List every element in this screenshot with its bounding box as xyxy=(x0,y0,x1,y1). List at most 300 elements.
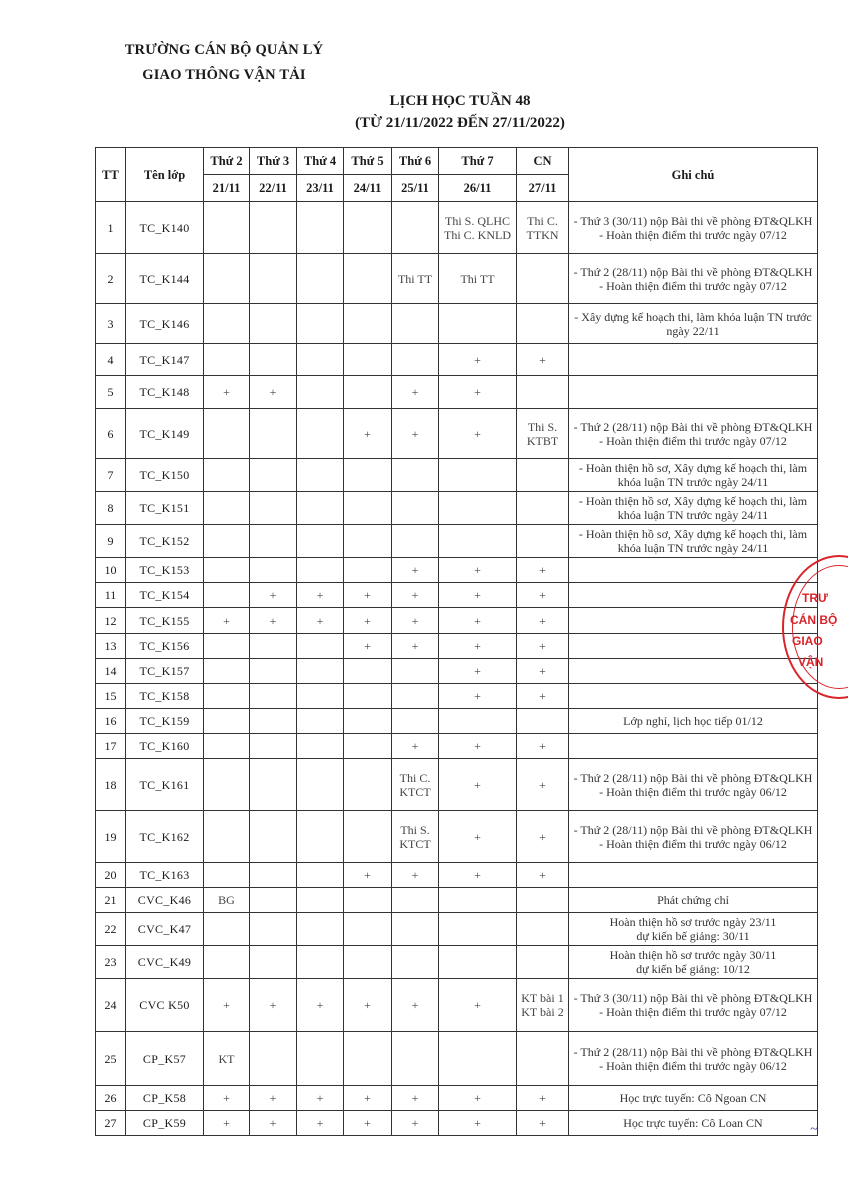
class-name: TC_K153 xyxy=(126,558,204,583)
header-tt: TT xyxy=(96,148,126,202)
class-name: TC_K149 xyxy=(126,409,204,459)
schedule-cell xyxy=(297,558,344,583)
table-row xyxy=(96,759,818,811)
class-name: TC_K163 xyxy=(126,863,204,888)
schedule-cell xyxy=(517,946,569,979)
header-notes: Ghi chú xyxy=(569,148,818,202)
schedule-cell: + xyxy=(517,863,569,888)
note-cell: - Xây dựng kế hoạch thi, làm khóa luận TN trước ngày 22/11 xyxy=(569,304,818,344)
schedule-cell xyxy=(250,659,297,684)
schedule-cell: + xyxy=(250,979,297,1032)
row-number: 2 xyxy=(96,254,126,304)
schedule-cell xyxy=(204,202,250,254)
schedule-cell xyxy=(344,376,392,409)
schedule-cell xyxy=(344,946,392,979)
schedule-cell xyxy=(204,863,250,888)
schedule-cell: KT xyxy=(204,1032,250,1086)
schedule-cell: + xyxy=(250,1086,297,1111)
schedule-cell: + xyxy=(517,1086,569,1111)
table-row xyxy=(96,558,818,583)
class-name: TC_K158 xyxy=(126,684,204,709)
class-name: TC_K151 xyxy=(126,492,204,525)
table-row xyxy=(96,254,818,304)
schedule-cell xyxy=(392,709,439,734)
schedule-cell xyxy=(204,344,250,376)
note-cell xyxy=(569,684,818,709)
schedule-cell xyxy=(344,492,392,525)
stamp-ring xyxy=(792,565,848,689)
schedule-cell xyxy=(392,344,439,376)
note-cell: Học trực tuyến: Cô Loan CN xyxy=(569,1111,818,1136)
schedule-cell xyxy=(297,254,344,304)
schedule-cell xyxy=(344,254,392,304)
schedule-cell xyxy=(439,304,517,344)
row-number: 18 xyxy=(96,759,126,811)
schedule-cell: + xyxy=(392,608,439,634)
row-number: 13 xyxy=(96,634,126,659)
stamp-text: TRƯ xyxy=(802,591,828,605)
schedule-cell xyxy=(517,459,569,492)
schedule-cell: + xyxy=(517,634,569,659)
note-cell: - Hoàn thiện hồ sơ, Xây dựng kế hoạch thi, làm khóa luận TN trước ngày 24/11 xyxy=(569,525,818,558)
schedule-cell: + xyxy=(517,759,569,811)
schedule-cell: + xyxy=(439,734,517,759)
table-row xyxy=(96,863,818,888)
schedule-cell xyxy=(439,492,517,525)
note-cell: Lớp nghỉ, lịch học tiếp 01/12 xyxy=(569,709,818,734)
schedule-cell xyxy=(297,202,344,254)
table-row xyxy=(96,583,818,608)
note-cell: - Thứ 2 (28/11) nộp Bài thi về phòng ĐT&QLKH - Hoàn thiện điểm thi trước ngày 06/12 xyxy=(569,759,818,811)
schedule-body xyxy=(96,202,818,1136)
schedule-cell: Thi C. KTCT xyxy=(392,759,439,811)
schedule-cell xyxy=(344,525,392,558)
schedule-cell xyxy=(250,913,297,946)
schedule-cell: + xyxy=(344,583,392,608)
schedule-cell: + xyxy=(204,1086,250,1111)
schedule-cell xyxy=(250,709,297,734)
schedule-cell xyxy=(250,304,297,344)
schedule-cell xyxy=(297,409,344,459)
schedule-cell: + xyxy=(439,634,517,659)
schedule-cell xyxy=(517,304,569,344)
schedule-cell xyxy=(204,659,250,684)
schedule-cell xyxy=(392,1032,439,1086)
schedule-cell xyxy=(250,459,297,492)
schedule-cell: + xyxy=(250,1111,297,1136)
header-date: 25/11 xyxy=(392,175,439,202)
schedule-cell xyxy=(439,525,517,558)
class-name: TC_K156 xyxy=(126,634,204,659)
schedule-cell: + xyxy=(344,979,392,1032)
schedule-cell xyxy=(392,946,439,979)
class-name: CVC_K47 xyxy=(126,913,204,946)
header-day: Thứ 3 xyxy=(250,148,297,175)
row-number: 15 xyxy=(96,684,126,709)
row-number: 7 xyxy=(96,459,126,492)
schedule-cell: + xyxy=(344,409,392,459)
class-name: TC_K160 xyxy=(126,734,204,759)
stamp-text: GIAO xyxy=(792,634,823,648)
schedule-cell: + xyxy=(439,344,517,376)
schedule-cell: + xyxy=(392,376,439,409)
row-number: 3 xyxy=(96,304,126,344)
schedule-cell xyxy=(250,811,297,863)
schedule-cell xyxy=(297,1032,344,1086)
schedule-cell xyxy=(344,811,392,863)
class-name: TC_K147 xyxy=(126,344,204,376)
schedule-cell xyxy=(517,913,569,946)
schedule-cell xyxy=(204,525,250,558)
table-row xyxy=(96,409,818,459)
schedule-cell xyxy=(297,684,344,709)
title-line-1: LỊCH HỌC TUẦN 48 xyxy=(389,93,531,109)
schedule-table xyxy=(95,147,818,1136)
table-row xyxy=(96,1086,818,1111)
note-cell: - Thứ 2 (28/11) nộp Bài thi về phòng ĐT&QLKH - Hoàn thiện điểm thi trước ngày 06/12 xyxy=(569,811,818,863)
row-number: 22 xyxy=(96,913,126,946)
table-row xyxy=(96,304,818,344)
schedule-cell xyxy=(517,1032,569,1086)
stamp-text: CÁN BỘ xyxy=(790,613,838,627)
schedule-cell: + xyxy=(517,558,569,583)
note-cell: - Thứ 3 (30/11) nộp Bài thi về phòng ĐT&QLKH - Hoàn thiện điểm thi trước ngày 07/12 xyxy=(569,202,818,254)
schedule-cell: Thi C. TTKN xyxy=(517,202,569,254)
schedule-cell xyxy=(439,709,517,734)
class-name: TC_K140 xyxy=(126,202,204,254)
table-row xyxy=(96,608,818,634)
note-cell: - Thứ 2 (28/11) nộp Bài thi về phòng ĐT&QLKH - Hoàn thiện điểm thi trước ngày 07/12 xyxy=(569,254,818,304)
class-name: TC_K162 xyxy=(126,811,204,863)
schedule-cell: + xyxy=(392,979,439,1032)
table-row xyxy=(96,492,818,525)
schedule-cell: + xyxy=(392,1086,439,1111)
schedule-cell: + xyxy=(439,558,517,583)
table-row xyxy=(96,659,818,684)
schedule-cell xyxy=(344,684,392,709)
header-date: 22/11 xyxy=(250,175,297,202)
class-name: TC_K146 xyxy=(126,304,204,344)
schedule-cell: + xyxy=(439,1086,517,1111)
class-name: TC_K144 xyxy=(126,254,204,304)
schedule-cell: + xyxy=(439,759,517,811)
class-name: TC_K157 xyxy=(126,659,204,684)
header-class-name: Tên lớp xyxy=(126,148,204,202)
schedule-cell xyxy=(392,492,439,525)
header-date: 23/11 xyxy=(297,175,344,202)
schedule-cell xyxy=(297,946,344,979)
schedule-cell xyxy=(392,913,439,946)
schedule-cell: + xyxy=(344,608,392,634)
row-number: 17 xyxy=(96,734,126,759)
schedule-cell xyxy=(250,946,297,979)
row-number: 16 xyxy=(96,709,126,734)
schedule-cell xyxy=(344,558,392,583)
row-number: 1 xyxy=(96,202,126,254)
schedule-cell xyxy=(297,634,344,659)
class-name: TC_K148 xyxy=(126,376,204,409)
signature-mark: ~ xyxy=(810,1122,818,1137)
table-row xyxy=(96,888,818,913)
schedule-cell: + xyxy=(439,376,517,409)
schedule-cell: Thi S. KTBT xyxy=(517,409,569,459)
schedule-cell: + xyxy=(439,863,517,888)
schedule-cell: + xyxy=(439,1111,517,1136)
org-line-1: TRƯỜNG CÁN BỘ QUẢN LÝ xyxy=(124,42,324,58)
class-name: TC_K155 xyxy=(126,608,204,634)
schedule-cell: Thi TT xyxy=(392,254,439,304)
table-row xyxy=(96,1111,818,1136)
table-row xyxy=(96,344,818,376)
class-name: TC_K161 xyxy=(126,759,204,811)
schedule-cell xyxy=(204,459,250,492)
schedule-cell: + xyxy=(517,1111,569,1136)
schedule-cell: + xyxy=(392,409,439,459)
schedule-cell: + xyxy=(439,684,517,709)
schedule-cell xyxy=(344,888,392,913)
header-day: Thứ 2 xyxy=(204,148,250,175)
schedule-cell xyxy=(392,888,439,913)
schedule-cell xyxy=(517,254,569,304)
note-cell: - Hoàn thiện hồ sơ, Xây dựng kế hoạch thi, làm khóa luận TN trước ngày 24/11 xyxy=(569,459,818,492)
schedule-cell xyxy=(297,759,344,811)
schedule-cell xyxy=(392,459,439,492)
schedule-cell xyxy=(204,254,250,304)
schedule-cell: + xyxy=(517,659,569,684)
schedule-cell: + xyxy=(250,583,297,608)
schedule-cell: + xyxy=(250,376,297,409)
schedule-cell xyxy=(297,888,344,913)
schedule-cell xyxy=(204,492,250,525)
schedule-cell xyxy=(250,254,297,304)
schedule-cell xyxy=(250,492,297,525)
schedule-cell: + xyxy=(517,608,569,634)
header-day: CN xyxy=(517,148,569,175)
schedule-cell xyxy=(250,684,297,709)
table-row xyxy=(96,811,818,863)
table-row xyxy=(96,634,818,659)
row-number: 24 xyxy=(96,979,126,1032)
schedule-cell xyxy=(204,709,250,734)
schedule-cell xyxy=(517,376,569,409)
schedule-cell: + xyxy=(392,1111,439,1136)
schedule-cell: Thi TT xyxy=(439,254,517,304)
schedule-cell: + xyxy=(297,583,344,608)
row-number: 12 xyxy=(96,608,126,634)
row-number: 8 xyxy=(96,492,126,525)
schedule-cell xyxy=(250,202,297,254)
note-cell xyxy=(569,659,818,684)
table-row xyxy=(96,459,818,492)
schedule-cell xyxy=(297,304,344,344)
class-name: CP_K59 xyxy=(126,1111,204,1136)
class-name: TC_K150 xyxy=(126,459,204,492)
schedule-cell: + xyxy=(439,583,517,608)
schedule-cell xyxy=(517,709,569,734)
header-day: Thứ 4 xyxy=(297,148,344,175)
schedule-cell xyxy=(297,525,344,558)
table-row xyxy=(96,734,818,759)
organization-name xyxy=(96,38,352,88)
schedule-cell xyxy=(250,759,297,811)
class-name: CP_K57 xyxy=(126,1032,204,1086)
schedule-cell xyxy=(392,684,439,709)
schedule-cell xyxy=(392,202,439,254)
schedule-cell xyxy=(439,888,517,913)
schedule-cell xyxy=(250,863,297,888)
class-name: CVC_K49 xyxy=(126,946,204,979)
schedule-cell xyxy=(250,409,297,459)
row-number: 9 xyxy=(96,525,126,558)
row-number: 5 xyxy=(96,376,126,409)
row-number: 11 xyxy=(96,583,126,608)
schedule-cell xyxy=(297,459,344,492)
schedule-cell: + xyxy=(344,863,392,888)
class-name: TC_K159 xyxy=(126,709,204,734)
schedule-cell xyxy=(297,376,344,409)
schedule-cell xyxy=(344,734,392,759)
schedule-cell xyxy=(250,1032,297,1086)
table-row xyxy=(96,946,818,979)
schedule-cell xyxy=(344,344,392,376)
schedule-cell: + xyxy=(297,608,344,634)
schedule-cell xyxy=(297,659,344,684)
schedule-cell xyxy=(392,525,439,558)
row-number: 26 xyxy=(96,1086,126,1111)
schedule-cell xyxy=(250,634,297,659)
note-cell: Hoàn thiện hồ sơ trước ngày 23/11 dự kiến bế giảng: 30/11 xyxy=(569,913,818,946)
schedule-cell: + xyxy=(392,863,439,888)
table-row xyxy=(96,913,818,946)
schedule-cell xyxy=(250,888,297,913)
header-date: 24/11 xyxy=(344,175,392,202)
schedule-cell: + xyxy=(392,734,439,759)
schedule-cell xyxy=(344,304,392,344)
schedule-cell: + xyxy=(439,659,517,684)
schedule-cell xyxy=(204,946,250,979)
schedule-cell xyxy=(204,409,250,459)
schedule-cell xyxy=(250,525,297,558)
row-number: 20 xyxy=(96,863,126,888)
schedule-cell: + xyxy=(439,409,517,459)
row-number: 10 xyxy=(96,558,126,583)
row-number: 4 xyxy=(96,344,126,376)
schedule-cell: + xyxy=(392,558,439,583)
row-number: 27 xyxy=(96,1111,126,1136)
schedule-cell xyxy=(344,1032,392,1086)
schedule-cell xyxy=(439,459,517,492)
schedule-cell xyxy=(297,913,344,946)
row-number: 6 xyxy=(96,409,126,459)
row-number: 14 xyxy=(96,659,126,684)
schedule-cell xyxy=(439,913,517,946)
schedule-cell: Thi S. KTCT xyxy=(392,811,439,863)
schedule-cell xyxy=(250,734,297,759)
schedule-cell xyxy=(204,913,250,946)
schedule-cell xyxy=(344,202,392,254)
schedule-cell xyxy=(250,344,297,376)
schedule-cell xyxy=(297,709,344,734)
schedule-cell xyxy=(297,734,344,759)
schedule-cell xyxy=(204,759,250,811)
schedule-cell: + xyxy=(204,1111,250,1136)
table-row xyxy=(96,376,818,409)
schedule-cell xyxy=(517,525,569,558)
note-cell xyxy=(569,863,818,888)
note-cell xyxy=(569,376,818,409)
org-line-2: GIAO THÔNG VẬN TẢI xyxy=(142,67,306,83)
schedule-cell xyxy=(204,558,250,583)
row-number: 23 xyxy=(96,946,126,979)
schedule-cell xyxy=(297,344,344,376)
note-cell: - Thứ 2 (28/11) nộp Bài thi về phòng ĐT&QLKH - Hoàn thiện điểm thi trước ngày 07/12 xyxy=(569,409,818,459)
schedule-cell: + xyxy=(204,608,250,634)
schedule-cell xyxy=(517,492,569,525)
schedule-cell: + xyxy=(517,344,569,376)
note-cell xyxy=(569,344,818,376)
schedule-cell: + xyxy=(204,376,250,409)
schedule-cell xyxy=(344,913,392,946)
row-number: 19 xyxy=(96,811,126,863)
class-name: CVC_K46 xyxy=(126,888,204,913)
note-cell: - Thứ 2 (28/11) nộp Bài thi về phòng ĐT&QLKH - Hoàn thiện điểm thi trước ngày 06/12 xyxy=(569,1032,818,1086)
schedule-cell xyxy=(204,811,250,863)
table-row xyxy=(96,709,818,734)
schedule-cell xyxy=(297,492,344,525)
schedule-cell: + xyxy=(517,811,569,863)
schedule-cell: + xyxy=(344,634,392,659)
class-name: TC_K152 xyxy=(126,525,204,558)
schedule-cell: + xyxy=(297,1111,344,1136)
schedule-cell: + xyxy=(250,608,297,634)
schedule-cell xyxy=(204,684,250,709)
note-cell xyxy=(569,634,818,659)
schedule-cell: + xyxy=(439,608,517,634)
schedule-cell: BG xyxy=(204,888,250,913)
class-name: TC_K154 xyxy=(126,583,204,608)
class-name: CP_K58 xyxy=(126,1086,204,1111)
note-cell: - Hoàn thiện hồ sơ, Xây dựng kế hoạch thi, làm khóa luận TN trước ngày 24/11 xyxy=(569,492,818,525)
table-row xyxy=(96,1032,818,1086)
schedule-cell xyxy=(204,734,250,759)
row-number: 21 xyxy=(96,888,126,913)
schedule-cell: + xyxy=(344,1111,392,1136)
header-day: Thứ 6 xyxy=(392,148,439,175)
schedule-cell: + xyxy=(439,979,517,1032)
schedule-cell: KT bài 1 KT bài 2 xyxy=(517,979,569,1032)
header-date: 26/11 xyxy=(439,175,517,202)
schedule-cell: + xyxy=(517,684,569,709)
table-row xyxy=(96,979,818,1032)
schedule-cell xyxy=(204,583,250,608)
table-row xyxy=(96,202,818,254)
note-cell xyxy=(569,583,818,608)
schedule-cell xyxy=(297,811,344,863)
schedule-cell xyxy=(204,634,250,659)
note-cell xyxy=(569,734,818,759)
schedule-cell xyxy=(392,304,439,344)
schedule-cell xyxy=(517,888,569,913)
schedule-cell: Thi S. QLHC Thi C. KNLD xyxy=(439,202,517,254)
schedule-cell xyxy=(344,759,392,811)
table-row xyxy=(96,525,818,558)
header-date: 21/11 xyxy=(204,175,250,202)
header-day: Thứ 7 xyxy=(439,148,517,175)
note-cell xyxy=(569,608,818,634)
table-row xyxy=(96,684,818,709)
row-number: 25 xyxy=(96,1032,126,1086)
schedule-cell: + xyxy=(517,734,569,759)
